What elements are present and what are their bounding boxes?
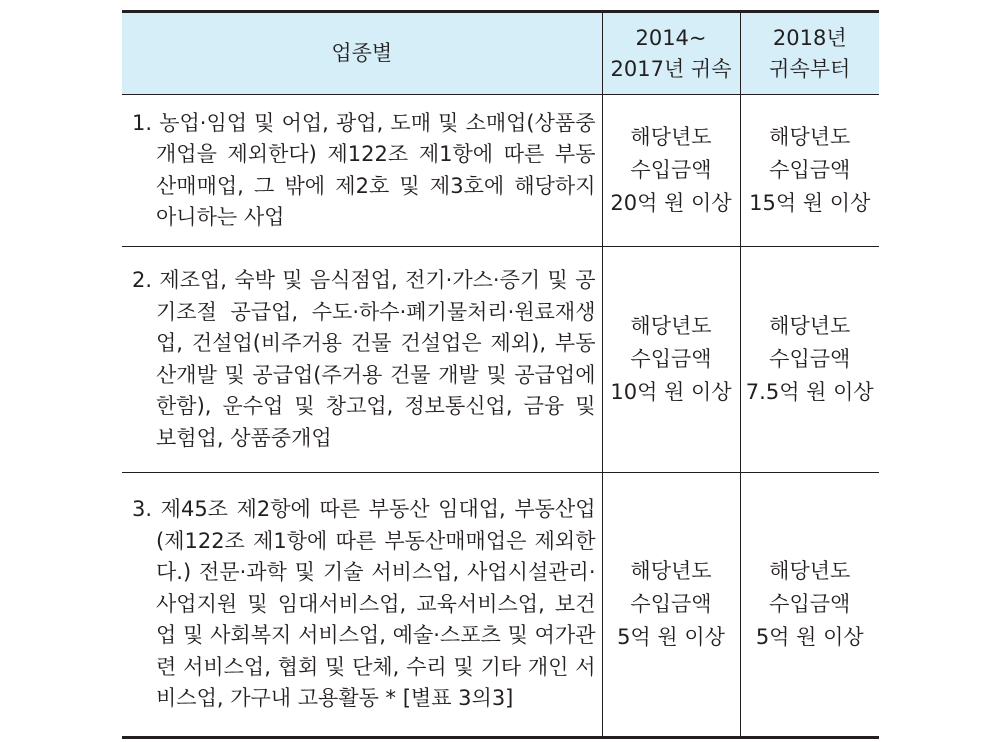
- threshold-line: 해당년도: [630, 125, 712, 149]
- industry-description: 2. 제조업, 숙박 및 음식점업, 전기·가스·증기 및 공기조절 공급업, 수도·하수·폐기물처리·원료재생업, 건설업(비주거용 건물 건설업은 제외), 부동산개발 및 공급업(주거용 건물 개발 및 공급업에 한함), 운수업 및 창고업, 정보통신업, 금융 및 보험업, 상품중개업: [132, 268, 596, 450]
- threshold-line: 수입금액: [769, 158, 851, 182]
- threshold-amount: 10억 원 이상: [610, 380, 732, 404]
- header-period2-line2: 귀속부터: [769, 56, 851, 81]
- threshold-line: 해당년도: [769, 314, 851, 338]
- threshold-amount: 5억 원 이상: [617, 625, 725, 649]
- industry-cell: [122, 95, 602, 247]
- threshold-amount: 15억 원 이상: [749, 191, 871, 215]
- threshold-amount: 5억 원 이상: [755, 625, 864, 649]
- header-period-2014-2017: [602, 12, 740, 95]
- header-period1-line1: 2014~: [635, 25, 707, 50]
- threshold-amount: 20억 원 이상: [610, 191, 732, 215]
- header-period-2018: [740, 12, 879, 95]
- threshold-2014-2017: [602, 247, 740, 473]
- threshold-line: 수입금액: [769, 592, 851, 616]
- threshold-2018: [740, 473, 879, 738]
- industry-cell: [122, 247, 602, 473]
- header-period2-line1: 2018년: [772, 25, 847, 50]
- table-row: [122, 473, 879, 738]
- threshold-line: 수입금액: [630, 592, 712, 616]
- threshold-line: 해당년도: [769, 125, 851, 149]
- table-row: [122, 95, 879, 247]
- threshold-amount: 7.5억 원 이상: [745, 380, 874, 404]
- threshold-2018: [740, 247, 879, 473]
- threshold-line: 해당년도: [769, 559, 851, 583]
- threshold-line: 해당년도: [630, 314, 712, 338]
- threshold-2014-2017: [602, 95, 740, 247]
- threshold-line: 해당년도: [630, 559, 712, 583]
- table-row: [122, 247, 879, 473]
- industry-revenue-table: [122, 10, 879, 739]
- header-industry: 업종별: [122, 12, 602, 95]
- header-row: [122, 12, 879, 95]
- threshold-2018: [740, 95, 879, 247]
- threshold-line: 수입금액: [630, 347, 712, 371]
- threshold-2014-2017: [602, 473, 740, 738]
- industry-description: 1. 농업·임업 및 어업, 광업, 도매 및 소매업(상품중개업을 제외한다) 제122조 제1항에 따른 부동산매매업, 그 밖에 제2호 및 제3호에 해당하지 아니하는 사업: [132, 110, 596, 229]
- threshold-line: 수입금액: [630, 158, 712, 182]
- industry-description: 3. 제45조 제2항에 따른 부동산 임대업, 부동산업(제122조 제1항에 따른 부동산매매업은 제외한다.) 전문·과학 및 기술 서비스업, 사업시설관리·사업지원 및 임대서비스업, 교육서비스업, 보건업 및 사회복지 서비스업, 예술·스포츠 및 여가관련 서비스업, 협회 및 단체, 수리 및 기타 개인 서비스업, 가구내 고용활동 * [별표 3의3]: [132, 497, 596, 711]
- threshold-line: 수입금액: [769, 347, 851, 371]
- header-period1-line2: 2017년 귀속: [610, 56, 732, 81]
- industry-cell: [122, 473, 602, 738]
